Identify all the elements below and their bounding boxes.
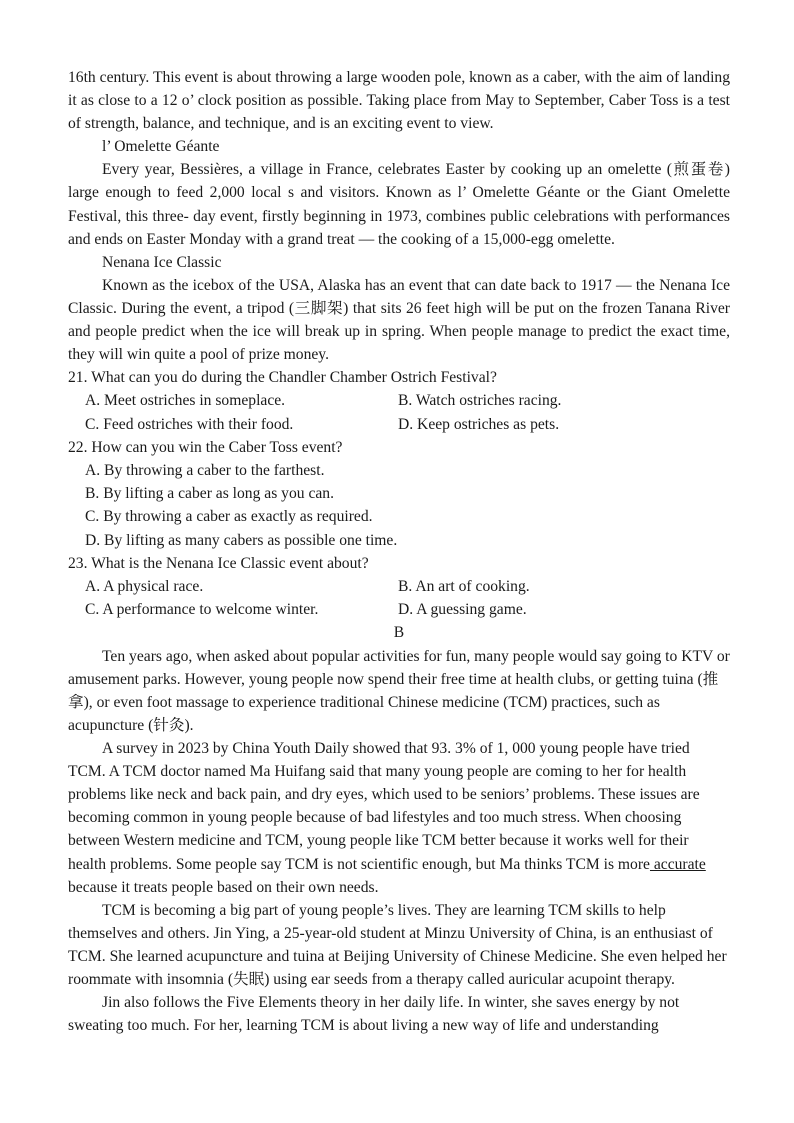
q22-option-c: C. By throwing a caber as exactly as required.	[85, 508, 373, 526]
q21-option-d: D. Keep ostriches as pets.	[398, 415, 560, 433]
q22-option-a: A. By throwing a caber to the farthest.	[85, 462, 325, 480]
q23-option-d: D. A guessing game.	[398, 601, 527, 619]
passage-b-paragraph-2	[68, 737, 730, 899]
omelette-heading: l’ Omelette Géante	[102, 138, 220, 156]
section-b-label: B	[393, 624, 405, 642]
passage-b-paragraph-4: Jin also follows the Five Elements theory in her daily life. In winter, she saves energy by not sweating too much. For her, learning TCM is about living a new way of life and understanding	[68, 994, 680, 1035]
nenana-paragraph: Known as the icebox of the USA, Alaska has an event that can date back to 1917 — the Nenana Ice Classic. During the event, a tripod (三脚架) that sits 26 feet high will be put on the frozen Tanana River and people predict when the ice will break up in spring. When people manage to predict the exact time, they will win quite a pool of prize money.	[68, 276, 730, 364]
q21-option-c: C. Feed ostriches with their food.	[85, 415, 294, 433]
question-21-options-row-1	[68, 389, 730, 412]
q23-option-a: A. A physical race.	[85, 578, 204, 596]
question-21-stem: 21. What can you do during the Chandler Chamber Ostrich Festival?	[68, 369, 497, 387]
passage-b-paragraph-1: Ten years ago, when asked about popular activities for fun, many people would say going to KTV or amusement parks. However, young people now spend their free time at health clubs, or getting tuina (推拿), or even foot massage to experience traditional Chinese medicine (TCM) practices, such as acupuncture (针灸).	[68, 647, 730, 734]
nenana-heading: Nenana Ice Classic	[102, 253, 222, 271]
caber-toss-paragraph: 16th century. This event is about throwing a large wooden pole, known as a caber, with the aim of landing it as close to a 12 o’ clock position as possible. Taking place from May to September, Caber Toss is a test of strength, balance, and technique, and is an exciting event to view.	[68, 69, 730, 133]
q22-option-b: B. By lifting a caber as long as you can.	[85, 485, 335, 503]
exam-page	[68, 66, 730, 1037]
paragraph-2-text-after: because it treats people based on their own needs.	[68, 878, 379, 896]
question-23-stem: 23. What is the Nenana Ice Classic event about?	[68, 554, 369, 572]
question-23-options-row-2	[68, 598, 730, 621]
passage-b	[68, 645, 730, 1038]
q21-option-a: A. Meet ostriches in someplace.	[85, 392, 286, 410]
underlined-word-accurate: accurate	[649, 855, 706, 873]
passage-b-paragraph-3: TCM is becoming a big part of young people’s lives. They are learning TCM skills to help themselves and others. Jin Ying, a 25-year-old student at Minzu University of China, is an enthusiast of TCM. She learned acupuncture and tuina at Beijing University of Chinese Medicine. She even helped her roommate with insomnia (失眠) using ear seeds from a therapy called auricular acupoint therapy.	[68, 901, 727, 988]
q23-option-b: B. An art of cooking.	[398, 578, 530, 596]
question-21-options-row-2	[68, 413, 730, 436]
q23-option-c: C. A performance to welcome winter.	[85, 601, 319, 619]
paragraph-2-text-before: A survey in 2023 by China Youth Daily showed that 93. 3% of 1, 000 young people have tried TCM. A TCM doctor named Ma Huifang said that many young people are coming to her for health problems like neck and back pain, and dry eyes, which used to be seniors’ problems. These issues are becoming common in young people because of bad lifestyles and too much stress. When choosing between Western medicine and TCM, young people like TCM better because it works well for their health problems. Some people say TCM is not scientific enough, but Ma thinks TCM is more	[68, 740, 700, 873]
question-22-stem: 22. How can you win the Caber Toss event?	[68, 438, 343, 456]
omelette-paragraph: Every year, Bessières, a village in France, celebrates Easter by cooking up an omelette (煎蛋卷) large enough to feed 2,000 local s and visitors. Known as l’ Omelette Géante or the Giant Omelette Festival, this three- day event, firstly beginning in 1973, combines public celebrations with performances and ends on Easter Monday with a grand treat — the cooking of a 15,000-egg omelette.	[68, 161, 730, 248]
q21-option-b: B. Watch ostriches racing.	[398, 392, 562, 410]
question-23-options-row-1	[68, 575, 730, 598]
q22-option-d: D. By lifting as many cabers as possible one time.	[85, 531, 398, 549]
